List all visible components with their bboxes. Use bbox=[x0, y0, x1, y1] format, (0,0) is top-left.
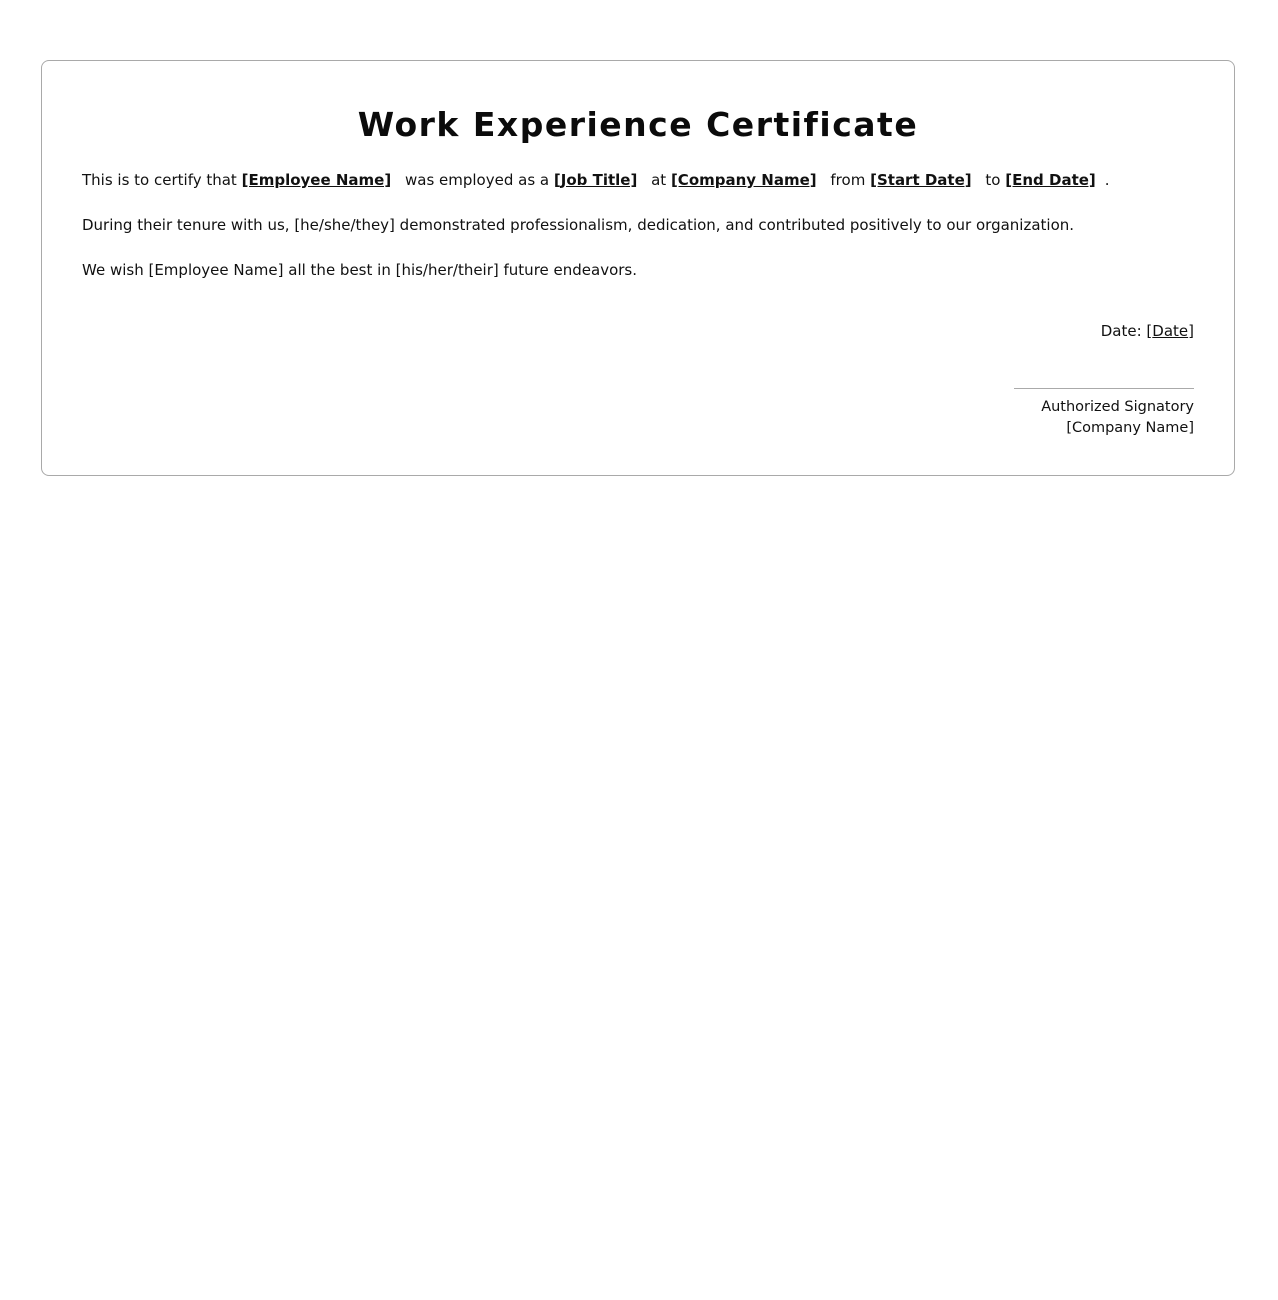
certification-statement bbox=[82, 170, 1194, 190]
signature-line bbox=[1014, 388, 1194, 389]
to-text: to bbox=[985, 171, 1001, 189]
from-text: from bbox=[830, 171, 866, 189]
certificate-title: Work Experience Certificate bbox=[357, 105, 919, 144]
company-name-field: [Company Name] bbox=[670, 171, 817, 189]
certificate-card bbox=[41, 60, 1235, 476]
signatory-title: Authorized Signatory bbox=[1041, 399, 1194, 415]
statement-period: . bbox=[1104, 171, 1110, 189]
employed-as-text: was employed as a bbox=[404, 171, 550, 189]
signatory-block bbox=[1041, 397, 1194, 439]
at-text: at bbox=[651, 171, 667, 189]
date-label: Date: bbox=[1100, 322, 1147, 340]
employee-name-field: [Employee Name] bbox=[241, 171, 392, 189]
date-value: Date bbox=[1152, 322, 1189, 340]
job-title-field: [Job Title] bbox=[553, 171, 638, 189]
start-date-field: [Start Date] bbox=[870, 171, 972, 189]
date-row bbox=[1101, 321, 1194, 341]
tenure-paragraph: During their tenure with us, [he/she/they] demonstrated professionalism, dedication, and contributed positively to our organization. bbox=[82, 216, 1075, 234]
end-date-field: [End Date] bbox=[1005, 171, 1096, 189]
intro-prefix: This is to certify that bbox=[82, 171, 237, 189]
date-open-bracket: [ bbox=[1146, 322, 1153, 340]
date-close-bracket: ] bbox=[1188, 322, 1194, 340]
wishes-paragraph: We wish [Employee Name] all the best in [his/her/their] future endeavors. bbox=[82, 261, 638, 279]
signatory-company: [Company Name] bbox=[1066, 420, 1194, 436]
